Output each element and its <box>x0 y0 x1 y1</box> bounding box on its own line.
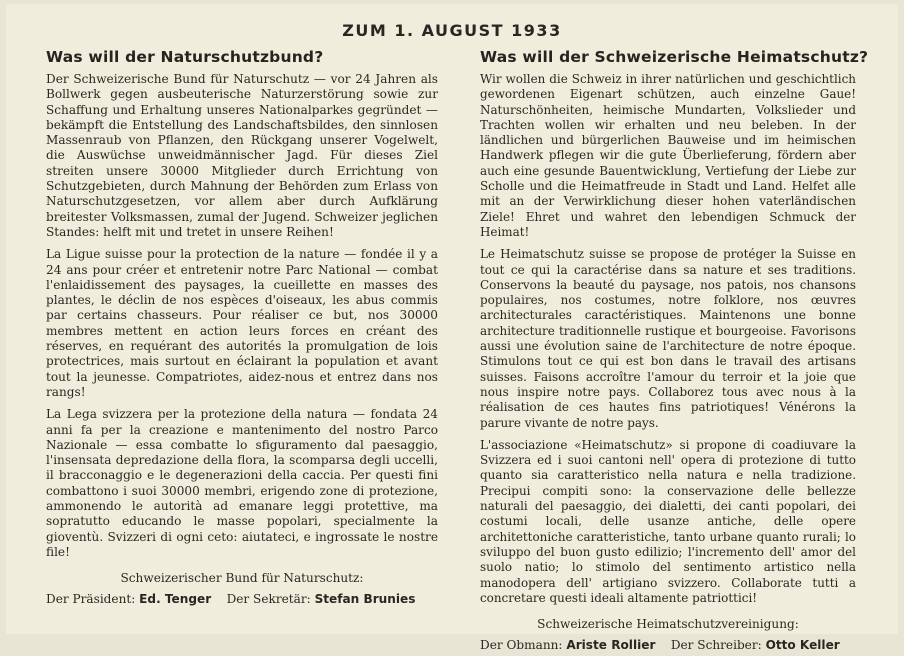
paragraph-german: Wir wollen die Schweiz in ihrer natürlichen und geschichtlich gewordenen Eigenart schützen, auch einzelne Gaue! Naturschönheiten, heimische Mundarten, Volkslieder und Trachten wollen wir erhalten und neu beleben. In der ländlichen und bürgerlichen Bauweise und im heimischen Handwerk pflegen wir die gute Überlieferung, fördern aber auch eine gesunde Bauentwicklung, Vertiefung der Liebe zur Scholle und die Heimatfreude in Stadt und Land. Helfet alle mit an der Verwirklichung dieser hohen vaterländischen Ziele! Ehret und wahret den lebendigen Schmuck der Heimat! <box>480 72 856 239</box>
paragraph-italian: L'associazione «Heimatschutz» si propone di coadiuvare la Svizzera ed i suoi cantoni nell' opera di protezione di tutto quanto sia caratteristico nella natura e nella tradizione. Precipui compiti sono: la conservazione delle bellezze naturali del paesaggio, dei dialetti, dei canti popolari, dei costumi locali, delle usanze antiche, delle opere architettoniche caratteristiche, tanto urbane quanto rurali; lo sviluppo del buon gusto edilizio; l'incremento dell' amor del suolo natio; lo stimolo del sentimento artistico nella manodopera dell' artigiano svizzero. Collaborate tutti a concretare questi ideali altamente patriottici! <box>480 437 856 605</box>
heimatschutz-column <box>480 48 869 656</box>
naturschutzbund-title: Was will der Naturschutzbund? <box>46 48 324 66</box>
president-role: Der Präsident: <box>46 592 136 607</box>
naturschutzbund-column <box>46 48 438 610</box>
secretary-role: Der Sekretär: <box>226 592 311 607</box>
paragraph-italian: La Lega svizzera per la protezione della natura — fondata 24 anni fa per la creazione e mantenimento del nostro Parco Nazionale — essa combatte lo sfiguramento dal paesaggio, l'insensata depredazione della flora, la scomparsa degli uccelli, il bracconaggio e le degenerazioni della caccia. Per questi fini combattono i suoi 30000 membri, erigendo zone di protezione, ammonendo le autorità ad emanare leggi protettive, ma sopratutto educando le masse popolari, specialmente la gioventù. Svizzeri di ogni ceto: aiutateci, e ingrossate le nostre file! <box>46 407 438 559</box>
president-name: Ed. Tenger <box>139 592 212 607</box>
signatories <box>480 635 856 656</box>
heimatschutz-title: Was will der Schweizerische Heimatschutz? <box>480 48 869 66</box>
document-header: ZUM 1. AUGUST 1933 <box>342 21 562 40</box>
paragraph-german: Der Schweizerische Bund für Naturschutz — vor 24 Jahren als Bollwerk gegen ausbeuterische Naturzerstörung sowie zur Schaffung und Erhaltung unseres Nationalparkes gegründet — bekämpft die Entstellung des Landschaftsbildes, den sinnlosen Massenraub von Pflanzen, den Rückgang unserer Vogelwelt, die Auswüchse unweidmännischer Jagd. Für dieses Ziel streiten unsere 30000 Mitglieder durch Errichtung von Schutzgebieten, durch Mahnung der Behörden zum Erlass von Naturschutzgesetzen, vor allem aber durch Aufklärung breitester Volksmassen, zumal der Jugend. Schweizer jeglichen Standes: helft mit und tretet in unsere Reihen! <box>46 72 438 239</box>
organization-name: Schweizerischer Bund für Naturschutz: <box>120 571 364 586</box>
paragraph-french: Le Heimatschutz suisse se propose de protéger la Suisse en tout ce qui la caractérise dans sa nature et ses traditions. Conservons la beauté du paysage, nos patois, nos chansons populaires, nos costumes, notre folklore, nos œuvres architecturales caractéristiques. Maintenons une bonne architecture traditionnelle rustique et bourgeoise. Favorisons aussi une évolution saine de l'architecture de notre époque. Stimulons tout ce qui est bon dans le travail des artisans suisses. Faisons accroître l'amour du terroir et la joie que nous inspire notre pays. Collaborez tous avec nous à la réalisation de ces hautes fins patriotiques! Vénérons la parure vivante de notre pays. <box>480 247 856 430</box>
paragraph-french: La Ligue suisse pour la protection de la nature — fondée il y a 24 ans pour créer et entretenir notre Parc National — combat l'enlaidissement des paysages, la cueillette en masses des plantes, le déclin de nos espèces d'oiseaux, les abus commis par certains chasseurs. Pour réaliser ce but, nos 30000 membres mettent en action leurs forces en créant des réserves, en requérant des autorités la promulgation de lois protectrices, mais surtout en éclairant la population et avant tout la jeunesse. Compatriotes, aidez-nous et entrez dans nos rangs! <box>46 247 438 399</box>
chairman-role: Der Obmann: <box>480 638 563 653</box>
secretary-name: Stefan Brunies <box>314 592 416 607</box>
signatories <box>46 589 438 610</box>
signature-block <box>480 614 856 656</box>
chairman-name: Ariste Rollier <box>566 638 656 653</box>
organization-name: Schweizerische Heimatschutzvereinigung: <box>537 617 799 632</box>
secretary-role: Der Schreiber: <box>670 638 762 653</box>
signature-block <box>46 568 438 610</box>
secretary-name: Otto Keller <box>765 638 840 653</box>
